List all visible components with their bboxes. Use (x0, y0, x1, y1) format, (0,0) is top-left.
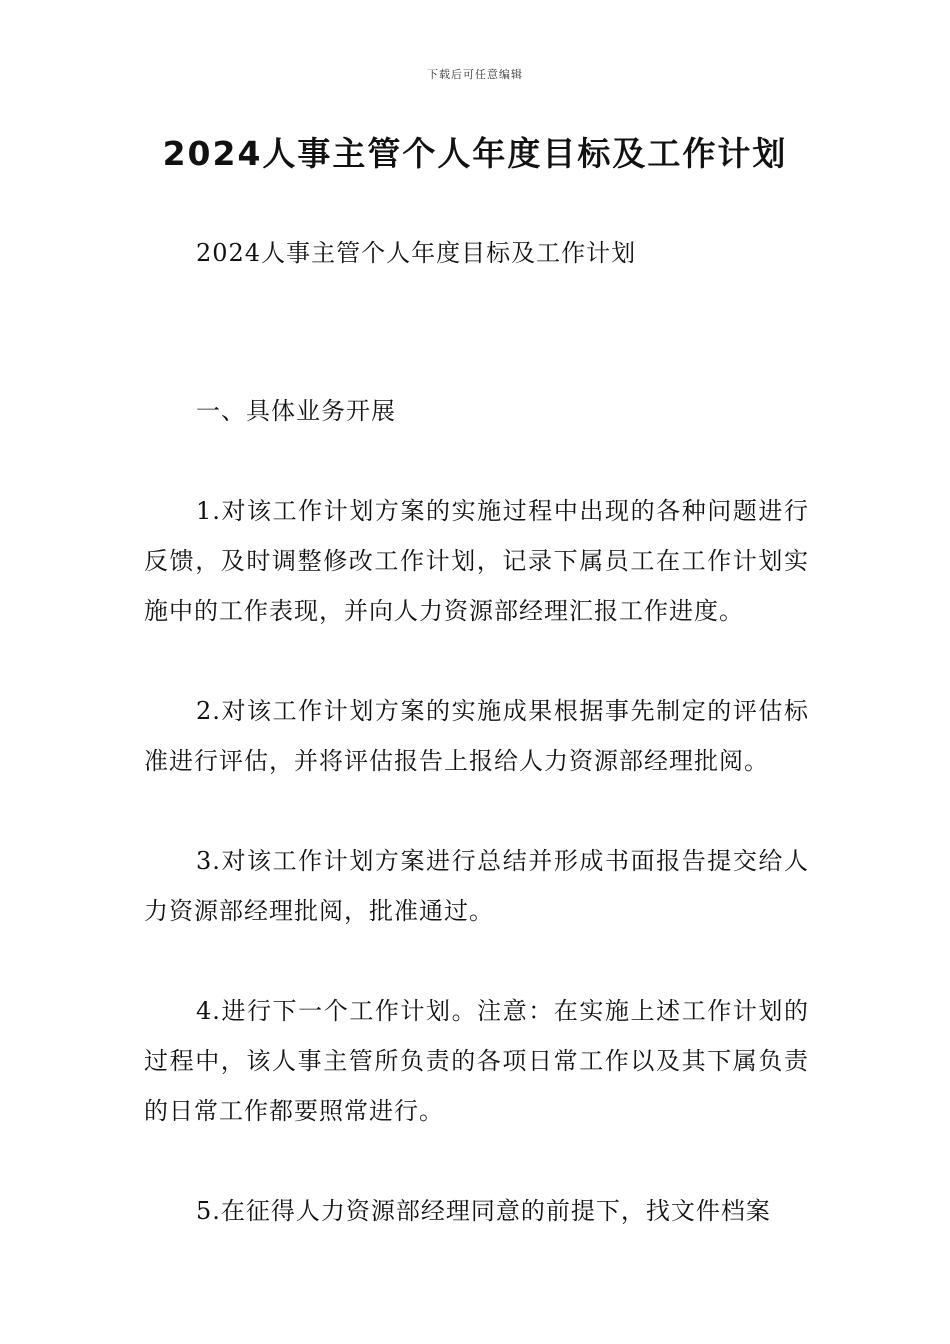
list-item: 1.对该工作计划方案的实施过程中出现的各种问题进行反馈，及时调整修改工作计划，记录下属员工在工作计划实施中的工作表现，并向人力资源部经理汇报工作进度。 (144, 497, 809, 625)
document-subtitle: 2024人事主管个人年度目标及工作计划 (196, 239, 637, 267)
list-item: 4.进行下一个工作计划。注意：在实施上述工作计划的过程中，该人事主管所负责的各项日常工作以及其下属负责的日常工作都要照常进行。 (144, 997, 809, 1125)
list-item: 3.对该工作计划方案进行总结并形成书面报告提交给人力资源部经理批阅，批准通过。 (144, 847, 809, 925)
list-item: 5.在征得人力资源部经理同意的前提下，找文件档案 (196, 1197, 771, 1225)
document-body (144, 228, 809, 1286)
section-heading: 一、具体业务开展 (196, 397, 396, 425)
header-note: 下载后可任意编辑 (427, 68, 523, 81)
document-title: 2024人事主管个人年度目标及工作计划 (162, 134, 788, 173)
list-item: 2.对该工作计划方案的实施成果根据事先制定的评估标准进行评估，并将评估报告上报给人力资源部经理批阅。 (144, 697, 809, 775)
